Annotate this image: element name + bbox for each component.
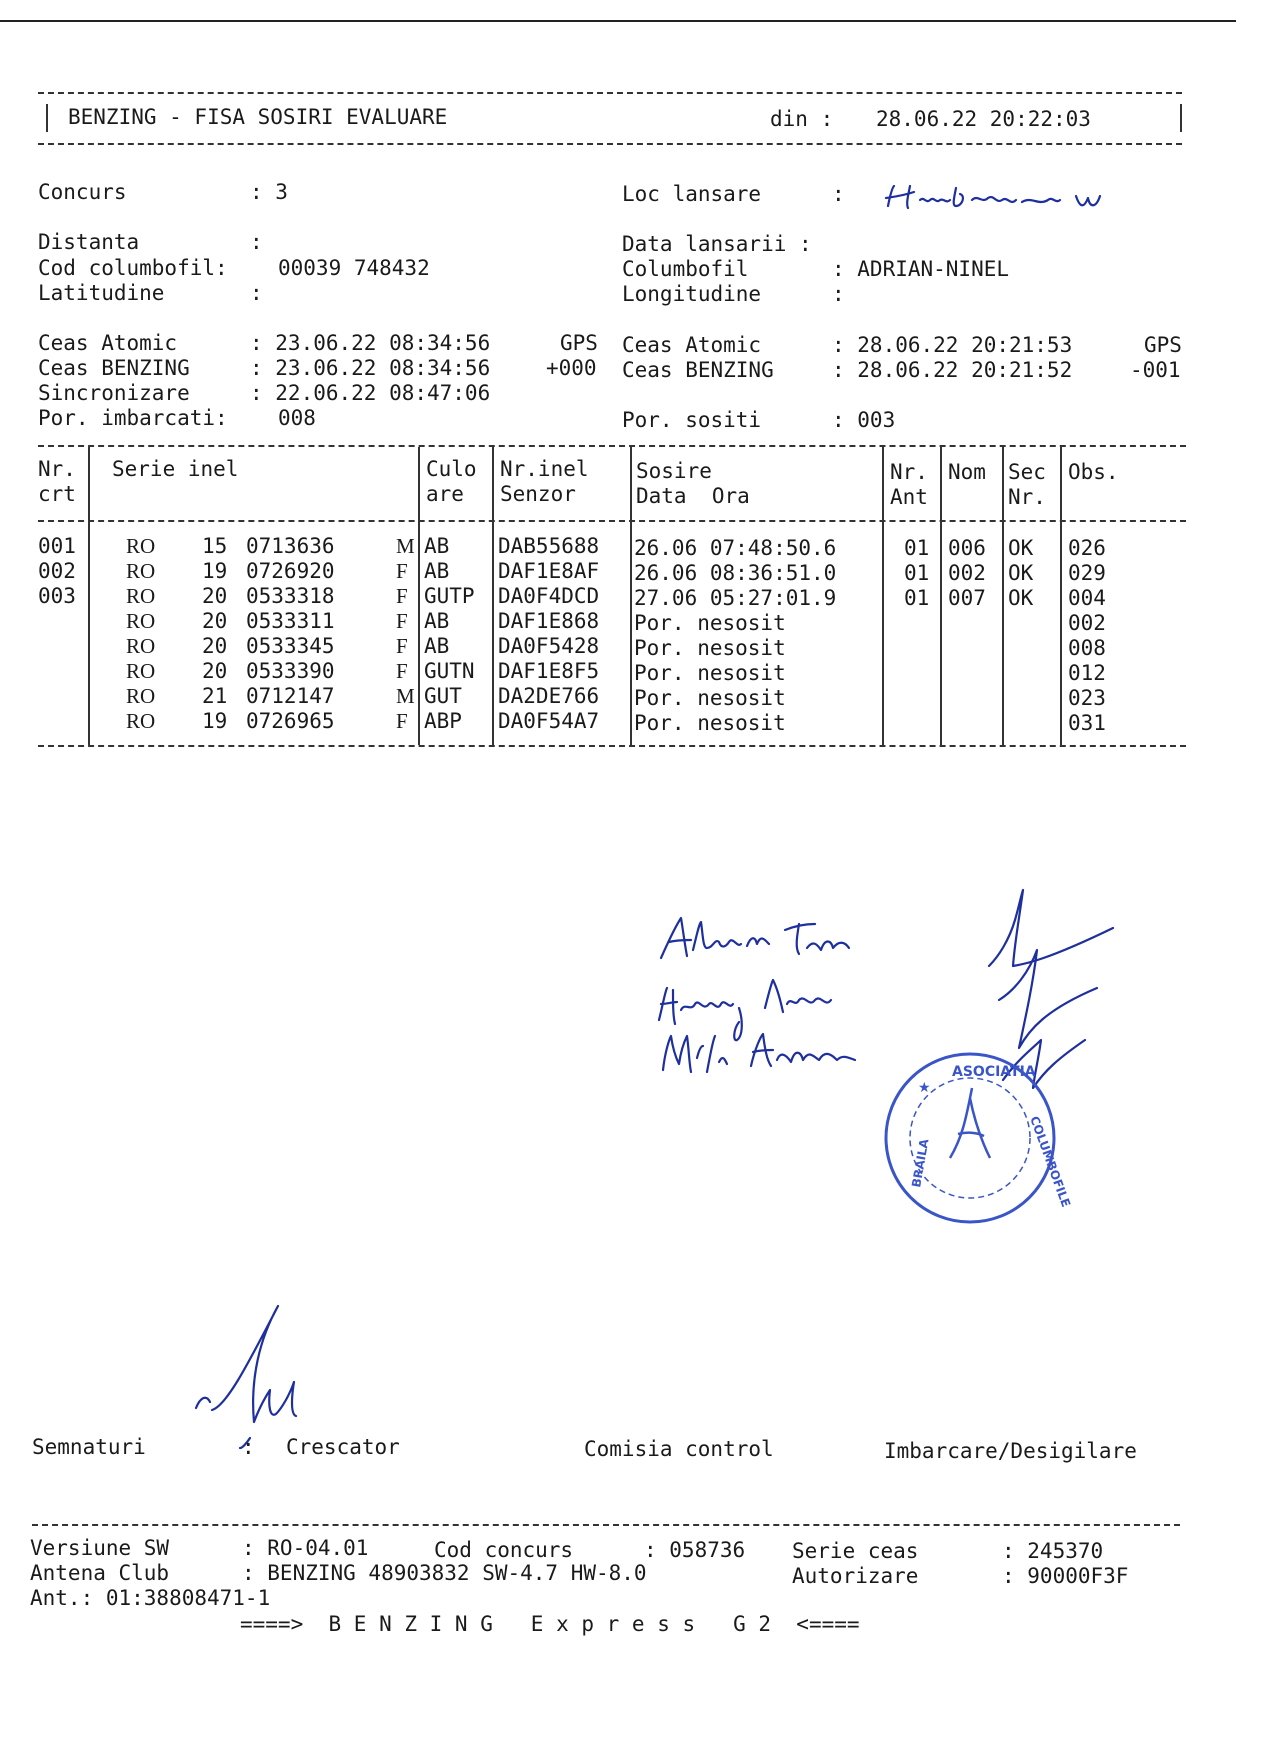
cod-columbofil-value: 00039 748432: [278, 256, 430, 280]
cell-culoare: GUTN: [424, 659, 475, 683]
device-banner: ====> B E N Z I N G E x p r e s s G 2 <====: [240, 1612, 860, 1636]
latitudine-label: Latitudine: [38, 281, 165, 305]
cell-sosire: Por. nesosit: [634, 636, 786, 660]
cell-obs: 029: [1068, 561, 1106, 585]
cell-sosire: Por. nesosit: [634, 711, 786, 735]
ceas-atomic-start-label: Ceas Atomic: [38, 331, 178, 355]
cell-tara: RO: [126, 559, 156, 583]
cell-senzor: DA0F5428: [498, 634, 600, 658]
columbofil-value: : ADRIAN-NINEL: [832, 257, 1010, 281]
imbarcati-value: 008: [278, 406, 316, 430]
cell-sex: F: [396, 659, 408, 683]
th-sosire: Sosire: [636, 459, 712, 483]
ceas-benzing-end-label: Ceas BENZING: [622, 358, 774, 382]
cell-culoare: AB: [424, 634, 450, 658]
concurs-value: : 3: [250, 180, 288, 204]
concurs-label: Concurs: [38, 180, 127, 204]
table-top-border: [38, 445, 1186, 447]
cell-sex: F: [396, 634, 408, 658]
ceas-atomic-end-value: : 28.06.22 20:21:53: [832, 333, 1073, 357]
cell-obs: 031: [1068, 711, 1106, 735]
club-stamp: [880, 1048, 1074, 1228]
sincronizare-value: : 22.06.22 08:47:06: [250, 381, 491, 405]
col-divider-sec: [1002, 447, 1004, 745]
loc-lansare-label: Loc lansare: [622, 182, 762, 206]
sositi-value: : 003: [832, 408, 896, 432]
sositi-label: Por. sositi: [622, 408, 762, 432]
col-divider-ant: [882, 447, 884, 745]
report-title: BENZING - FISA SOSIRI EVALUARE: [68, 105, 448, 129]
top-edge-line: [0, 20, 1236, 22]
table-bottom-border: [38, 745, 1186, 747]
loc-lansare-colon: :: [832, 182, 845, 206]
header-bottom-border: [38, 143, 1182, 145]
semnaturi-label: Semnaturi: [32, 1435, 146, 1459]
ceas-benzing-start-label: Ceas BENZING: [38, 356, 190, 380]
th-culoare-2: are: [426, 482, 464, 506]
th-serie-inel: Serie inel: [112, 457, 239, 481]
versiune-label: Versiune SW: [30, 1536, 170, 1560]
cell-sec: OK: [1008, 536, 1034, 560]
cell-sosire: Por. nesosit: [634, 686, 786, 710]
th-culoare-1: Culo: [426, 457, 477, 481]
cell-sex: F: [396, 709, 408, 733]
col-divider-sosire: [630, 447, 632, 745]
cell-an: 19: [202, 709, 228, 733]
antena-label: Antena Club: [30, 1561, 170, 1585]
cell-tara: RO: [126, 634, 156, 658]
ceas-benzing-start-value: : 23.06.22 08:34:56: [250, 356, 491, 380]
cell-sec: OK: [1008, 586, 1034, 610]
cell-ant: 01: [904, 536, 930, 560]
sincronizare-label: Sincronizare: [38, 381, 190, 405]
cod-columbofil-label: Cod columbofil:: [38, 256, 228, 280]
autorizare-value: : 90000F3F: [1002, 1564, 1129, 1588]
ceas-benzing-end-extra: -001: [1130, 358, 1181, 382]
crescator-label: Crescator: [286, 1435, 400, 1459]
ceas-atomic-start-extra: GPS: [560, 331, 598, 355]
imbarcare-label: Imbarcare/Desigilare: [884, 1439, 1137, 1463]
ceas-atomic-end-extra: GPS: [1144, 333, 1182, 357]
cell-obs: 026: [1068, 536, 1106, 560]
cell-inel: 0726920: [246, 559, 335, 583]
cell-an: 19: [202, 559, 228, 583]
longitudine-label: Longitudine: [622, 282, 762, 306]
cell-obs: 008: [1068, 636, 1106, 660]
th-data-ora: Data Ora: [636, 484, 750, 508]
col-divider-obs: [1060, 447, 1062, 745]
versiune-value: : RO-04.01: [242, 1536, 369, 1560]
cell-senzor: DA0F54A7: [498, 709, 600, 733]
cell-obs: 004: [1068, 586, 1106, 610]
cell-tara: RO: [126, 534, 156, 558]
antenna-id: Ant.: 01:38808471-1: [30, 1586, 271, 1610]
cell-crt: 001: [38, 534, 76, 558]
cell-sosire: 26.06 08:36:51.0: [634, 561, 837, 585]
table-header-divider: [38, 520, 1186, 522]
cell-senzor: DAB55688: [498, 534, 600, 558]
cod-concurs-value: : 058736: [644, 1538, 746, 1562]
report-date-label: din :: [770, 107, 834, 131]
imbarcati-label: Por. imbarcati:: [38, 406, 228, 430]
cell-an: 20: [202, 584, 228, 608]
footer-divider: [32, 1524, 1180, 1526]
cell-sex: M: [396, 534, 415, 558]
th-nr-inel: Nr.inel: [500, 457, 589, 481]
cell-an: 15: [202, 534, 228, 558]
cell-obs: 023: [1068, 686, 1106, 710]
th-crt: crt: [38, 482, 76, 506]
col-divider-crt: [88, 447, 90, 745]
ceas-benzing-end-value: : 28.06.22 20:21:52: [832, 358, 1073, 382]
cell-sosire: 27.06 05:27:01.9: [634, 586, 837, 610]
th-nom: Nom: [948, 460, 986, 484]
latitudine-value: :: [250, 281, 263, 305]
th-sec-nr: Nr.: [1008, 485, 1046, 509]
header-right-border: [1180, 104, 1182, 132]
cell-senzor: DA0F4DCD: [498, 584, 600, 608]
th-sec: Sec: [1008, 460, 1046, 484]
cell-sex: F: [396, 559, 408, 583]
comisia-label: Comisia control: [584, 1437, 774, 1461]
cell-nom: 006: [948, 536, 986, 560]
th-senzor: Senzor: [500, 482, 576, 506]
cell-tara: RO: [126, 584, 156, 608]
cell-senzor: DAF1E868: [498, 609, 600, 633]
cell-an: 20: [202, 609, 228, 633]
cell-inel: 0533311: [246, 609, 335, 633]
header-left-border: [46, 104, 48, 132]
crescator-signature: [190, 1298, 340, 1448]
cell-tara: RO: [126, 684, 156, 708]
cod-concurs-label: Cod concurs: [434, 1538, 574, 1562]
cell-sosire: Por. nesosit: [634, 661, 786, 685]
loc-lansare-handwritten: [880, 178, 1130, 218]
col-divider-nom: [940, 447, 942, 745]
svg-text:ASOCIATIA: ASOCIATIA: [952, 1064, 1036, 1080]
cell-culoare: AB: [424, 559, 450, 583]
cell-sosire: 26.06 07:48:50.6: [634, 536, 837, 560]
th-obs: Obs.: [1068, 460, 1119, 484]
cell-inel: 0726965: [246, 709, 335, 733]
longitudine-value: :: [832, 282, 845, 306]
autorizare-label: Autorizare: [792, 1564, 919, 1588]
columbofil-label: Columbofil: [622, 257, 749, 281]
svg-text:★: ★: [918, 1080, 931, 1096]
cell-senzor: DA2DE766: [498, 684, 600, 708]
cell-inel: 0533318: [246, 584, 335, 608]
col-divider-culoare: [418, 447, 420, 745]
cell-tara: RO: [126, 709, 156, 733]
cell-obs: 002: [1068, 611, 1106, 635]
distanta-value: :: [250, 230, 263, 254]
cell-sex: F: [396, 584, 408, 608]
cell-an: 20: [202, 659, 228, 683]
serie-ceas-label: Serie ceas: [792, 1539, 919, 1563]
cell-crt: 002: [38, 559, 76, 583]
cell-an: 20: [202, 634, 228, 658]
cell-inel: 0533390: [246, 659, 335, 683]
cell-culoare: ABP: [424, 709, 462, 733]
cell-obs: 012: [1068, 661, 1106, 685]
cell-culoare: GUTP: [424, 584, 475, 608]
antena-value: : BENZING 48903832 SW-4.7 HW-8.0: [242, 1561, 647, 1585]
header-top-border: [38, 92, 1182, 94]
ceas-benzing-start-extra: +000: [546, 356, 597, 380]
cell-senzor: DAF1E8AF: [498, 559, 600, 583]
semnaturi-colon: :: [242, 1435, 255, 1459]
cell-sosire: Por. nesosit: [634, 611, 786, 635]
th-ant: Ant: [890, 485, 928, 509]
serie-ceas-value: : 245370: [1002, 1539, 1104, 1563]
distanta-label: Distanta: [38, 230, 140, 254]
cell-culoare: GUT: [424, 684, 462, 708]
cell-crt: 003: [38, 584, 76, 608]
cell-an: 21: [202, 684, 228, 708]
cell-inel: 0533345: [246, 634, 335, 658]
cell-inel: 0712147: [246, 684, 335, 708]
th-nr-ant: Nr.: [890, 460, 928, 484]
cell-sex: F: [396, 609, 408, 633]
cell-ant: 01: [904, 561, 930, 585]
cell-sec: OK: [1008, 561, 1034, 585]
ceas-atomic-start-value: : 23.06.22 08:34:56: [250, 331, 491, 355]
data-lansarii-label: Data lansarii :: [622, 232, 812, 256]
cell-nom: 002: [948, 561, 986, 585]
cell-inel: 0713636: [246, 534, 335, 558]
svg-text:BRAILA: BRAILA: [909, 1137, 932, 1189]
cell-tara: RO: [126, 659, 156, 683]
th-nr: Nr.: [38, 457, 76, 481]
cell-ant: 01: [904, 586, 930, 610]
col-divider-senzor: [492, 447, 494, 745]
cell-sex: M: [396, 684, 415, 708]
cell-culoare: AB: [424, 609, 450, 633]
cell-nom: 007: [948, 586, 986, 610]
cell-tara: RO: [126, 609, 156, 633]
ceas-atomic-end-label: Ceas Atomic: [622, 333, 762, 357]
svg-text:COLUMBOFILE: COLUMBOFILE: [1027, 1114, 1074, 1210]
cell-senzor: DAF1E8F5: [498, 659, 600, 683]
report-date-value: 28.06.22 20:22:03: [876, 107, 1091, 131]
cell-culoare: AB: [424, 534, 450, 558]
